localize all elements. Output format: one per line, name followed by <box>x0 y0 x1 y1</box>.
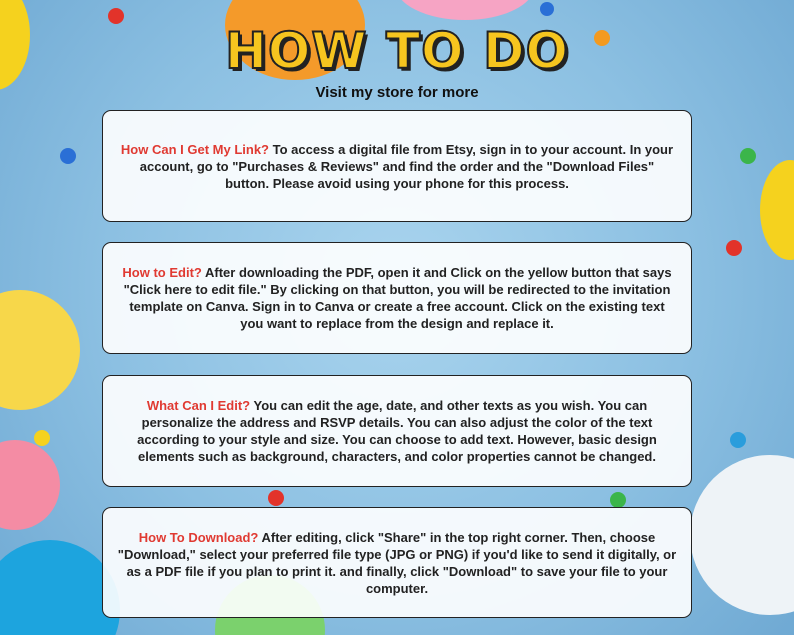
faq-card-text <box>117 264 677 332</box>
honeycomb-yellow-left <box>0 290 80 410</box>
candy-blue-1 <box>60 148 76 164</box>
candy-red-2 <box>726 240 742 256</box>
candy-blue-3 <box>540 2 554 16</box>
faq-card-edit <box>102 242 692 354</box>
honeycomb-white-right <box>690 455 794 615</box>
balloon-pink-top <box>395 0 535 20</box>
honeycomb-pink-left <box>0 440 60 530</box>
faq-answer: After downloading the PDF, open it and Click on the yellow button that says "Click here to edit file." By clicking on that button, you will be redirected to the invitation template on Canva. Sign in to Canva or create a free account. Click on the existing text you want to replace from the design and replace it. <box>123 265 672 331</box>
store-link-subtitle: Visit my store for more <box>315 84 479 101</box>
candy-blue-2 <box>730 432 746 448</box>
faq-question: How to Edit? <box>122 265 202 280</box>
faq-answer: You can edit the age, date, and other texts as you wish. You can personalize the address and RSVP details. You can also adjust the color of the text according to your style and size. You can choose to add text. However, basic design elements such as background, characters, and color properties cannot be changed. <box>137 398 657 464</box>
faq-card-what-edit <box>102 375 692 487</box>
faq-card-text <box>117 141 677 192</box>
candy-red-3 <box>268 490 284 506</box>
faq-card-get-link <box>102 110 692 222</box>
faq-card-text <box>117 397 677 465</box>
faq-answer: After editing, click "Share" in the top right corner. Then, choose "Download," select your preferred file type (JPG or PNG) if you'd like to send it digitally, or as a PDF file if you plan to print it. and finally, click "Download" to save your file to your computer. <box>117 529 677 596</box>
faq-card-text <box>117 529 677 597</box>
balloon-yellow-right <box>760 160 794 260</box>
faq-question: How To Download? <box>138 529 259 545</box>
faq-question: How Can I Get My Link? <box>120 141 269 157</box>
candy-green-1 <box>740 148 756 164</box>
candy-yellow-1 <box>34 430 50 446</box>
faq-question: What Can I Edit? <box>146 398 251 413</box>
faq-card-download <box>102 507 692 618</box>
faq-answer: To access a digital file from Etsy, sign in to your account. In your account, go to "Purchases & Reviews" and find the order and the "Download Files" button. Please avoid using your phone for this process. <box>139 141 674 191</box>
page-title: HOW TO DO <box>225 22 569 80</box>
candy-green-2 <box>610 492 626 508</box>
